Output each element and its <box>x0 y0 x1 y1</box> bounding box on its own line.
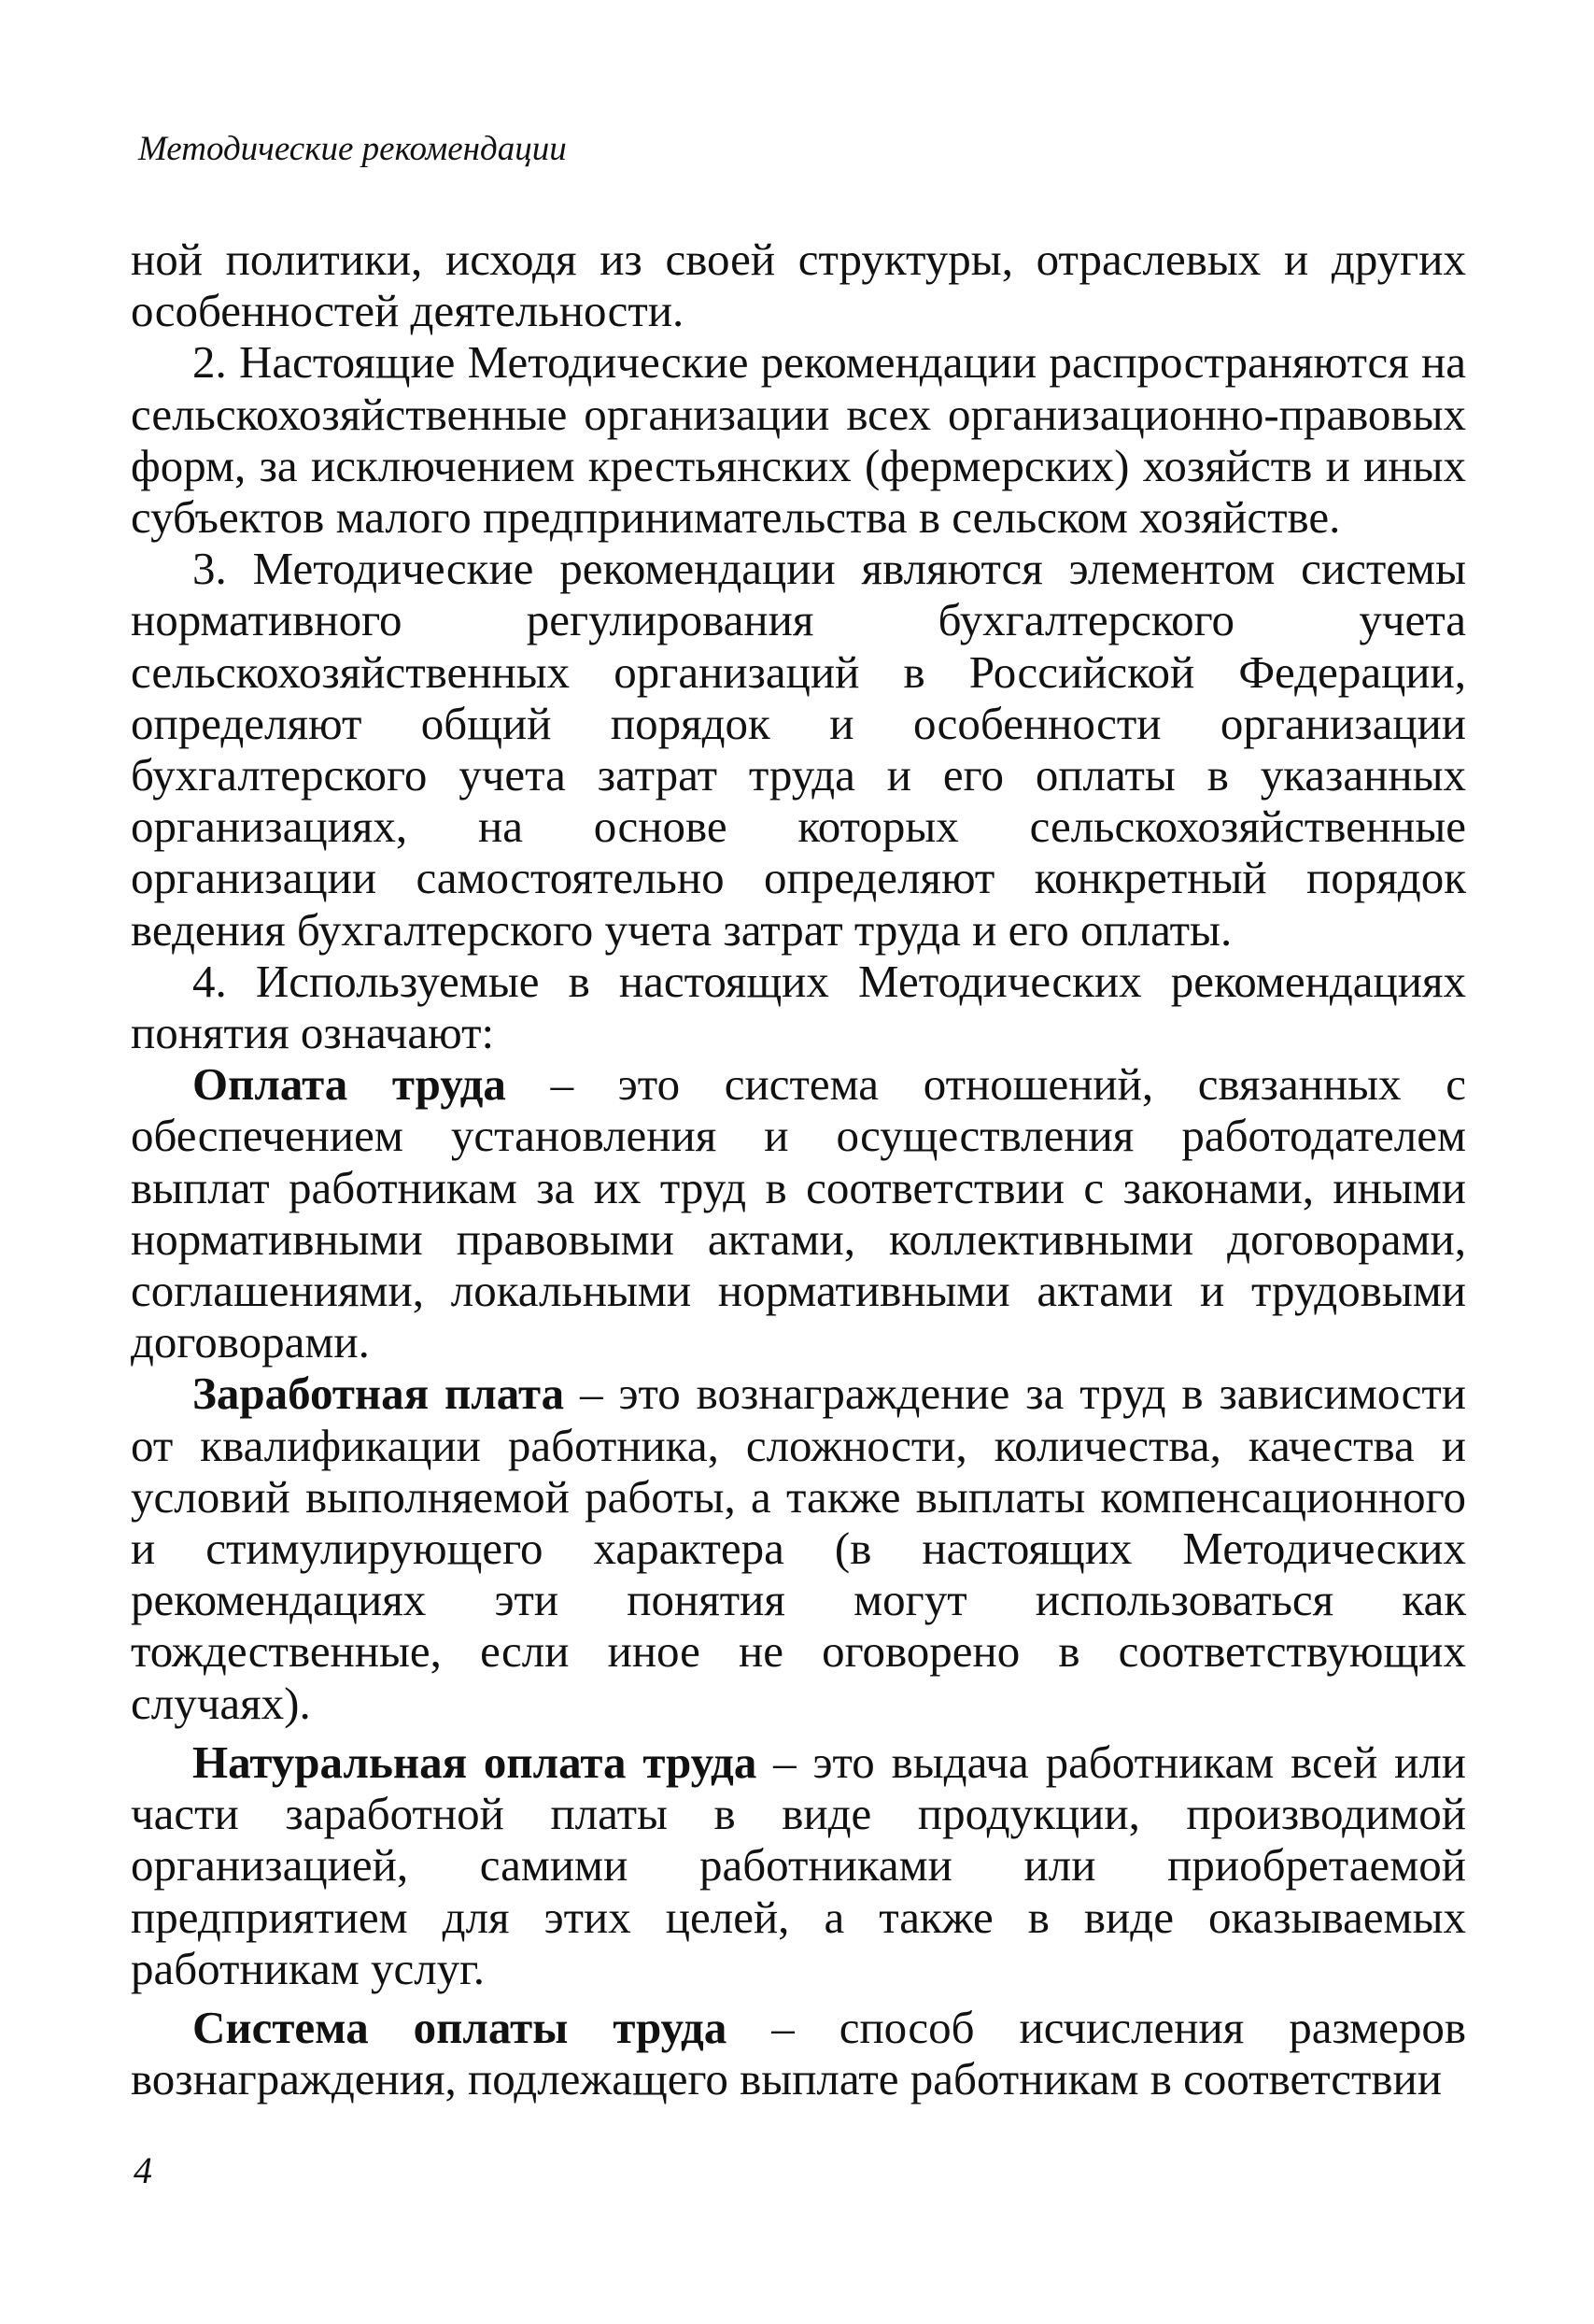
definition-text: – это система отношений, связанных с обеспечением установления и осуществления работодателем выплат работникам за их труд в соответствии с законами, иными нормативными правовыми актами, коллективными договорами, соглашениями, локальными нормативными актами и трудовыми договорами. <box>131 1058 1466 1368</box>
definition-term: Заработная плата <box>192 1367 565 1420</box>
paragraph-item-2: 2. Настоящие Методические рекомендации распространяются на сельскохозяйственные организации всех организационно-правовых форм, за исключением крестьянских (фермерских) хозяйств и иных субъектов малого предпринимательства в сельском хозяйстве. <box>131 336 1466 544</box>
paragraph-continuation: ной политики, исходя из своей структуры, отраслевых и других особенностей деятельности. <box>131 234 1466 337</box>
definition-naturalnaya-oplata <box>131 1736 1466 1994</box>
definition-text: – это вознаграждение за труд в зависимости от квалификации работника, сложности, количества, качества и условий выполняемой работы, а также выплаты компенсационного и стимулирующего характера (в настоящих Методических рекомендациях эти понятия могут использоваться как тождественные, если иное не оговорено в соответствующих случаях). <box>131 1367 1467 1729</box>
definition-sistema-oplaty <box>131 2002 1466 2104</box>
running-head: Методические рекомендации <box>138 130 567 168</box>
definition-zarabotnaya-plata <box>131 1367 1466 1728</box>
page-number: 4 <box>134 2149 152 2191</box>
paragraph-item-3: 3. Методические рекомендации являются элементом системы нормативного регулирования бухгалтерского учета сельскохозяйственных организаций в Российской Федерации, определяют общий порядок и особенности организации бухгалтерского учета затрат труда и его оплаты в указанных организациях, на основе которых сельскохозяйственные организации самостоятельно определяют конкретный порядок ведения бухгалтерского учета затрат труда и его оплаты. <box>131 543 1466 956</box>
definition-oplata-truda <box>131 1058 1466 1367</box>
definition-term: Натуральная оплата труда <box>192 1736 757 1788</box>
definition-term: Система оплаты труда <box>192 2001 727 2053</box>
definition-term: Оплата труда <box>192 1058 506 1111</box>
body-text <box>131 234 1466 2104</box>
paragraph-item-4: 4. Используемые в настоящих Методических рекомендациях понятия означают: <box>131 955 1466 1059</box>
definition-text: – это выдача работникам всей или части заработной платы в виде продукции, производимой организацией, самими работниками или приобретаемой предприятием для этих целей, а также в виде оказываемых работникам услуг. <box>131 1736 1466 1994</box>
definition-text: – способ исчисления размеров вознаграждения, подлежащего выплате работникам в соответствии <box>131 2001 1467 2105</box>
